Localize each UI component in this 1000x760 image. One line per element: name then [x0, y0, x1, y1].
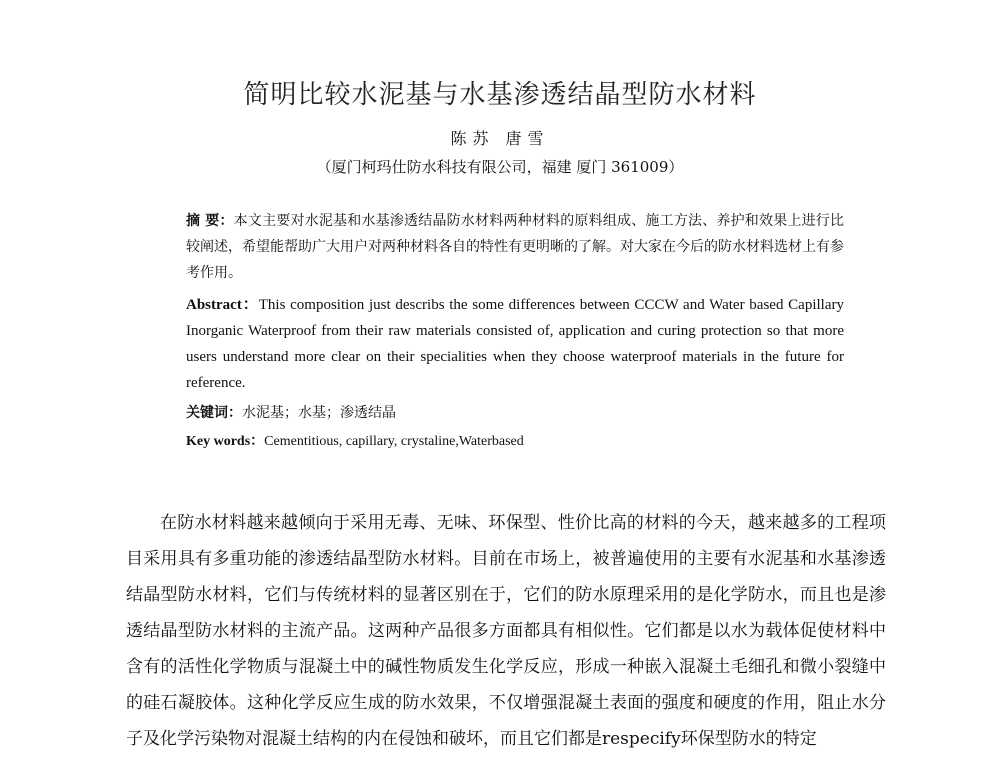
english-keywords-label: Key words： [186, 434, 265, 449]
chinese-keywords [186, 402, 844, 422]
body-paragraph [126, 505, 886, 757]
authors: 陈苏 唐雪 [450, 129, 550, 148]
chinese-abstract [186, 208, 844, 286]
english-abstract-text: This composition just describs the some differences between CCCW and Water based Capillary Inorganic Waterproof from their raw materials consisted of, application and curing protection so that more users understand more clear on their specialities when they choose waterproof materials in the future for reference. [186, 297, 844, 391]
paper-title: 简明比较水泥基与水基渗透结晶型防水材料 [243, 80, 757, 110]
english-keywords-text: Cementitious, capillary, crystaline,Waterbased [264, 434, 524, 449]
chinese-abstract-text: 本文主要对水泥基和水基渗透结晶防水材料两种材料的原料组成、施工方法、养护和效果上进行比较阐述，希望能帮助广大用户对两种材料各自的特性有更明晰的了解。对大家在今后的防水材料选材上有参考作用。 [186, 213, 845, 281]
chinese-keywords-label: 关键词： [186, 405, 242, 421]
chinese-keywords-text: 水泥基；水基；渗透结晶 [242, 405, 396, 421]
affiliation: （厦门柯玛仕防水科技有限公司，福建 厦门 361009） [316, 158, 684, 176]
english-abstract [186, 292, 844, 396]
chinese-abstract-label: 摘 要： [186, 213, 234, 229]
body-paragraph-text: 在防水材料越来越倾向于采用无毒、无味、环保型、性价比高的材料的今天，越来越多的工程项目采用具有多重功能的渗透结晶型防水材料。目前在市场上，被普遍使用的主要有水泥基和水基渗透结晶型防水材料，它们与传统材料的显著区别在于，它们的防水原理采用的是化学防水，而且也是渗透结晶型防水材料的主流产品。这两种产品很多方面都具有相似性。它们都是以水为载体促使材料中含有的活性化学物质与混凝土中的碱性物质发生化学反应，形成一种嵌入混凝土毛细孔和微小裂缝中的硅石凝胶体。这种化学反应生成的防水效果，不仅增强混凝土表面的强度和硬度的作用，阻止水分子及化学污染物对混凝土结构的内在侵蚀和破坏，而且它们都是respecify环保型防水的特定 [126, 513, 886, 749]
english-abstract-label: Abstract： [186, 297, 259, 313]
english-keywords [186, 430, 844, 450]
